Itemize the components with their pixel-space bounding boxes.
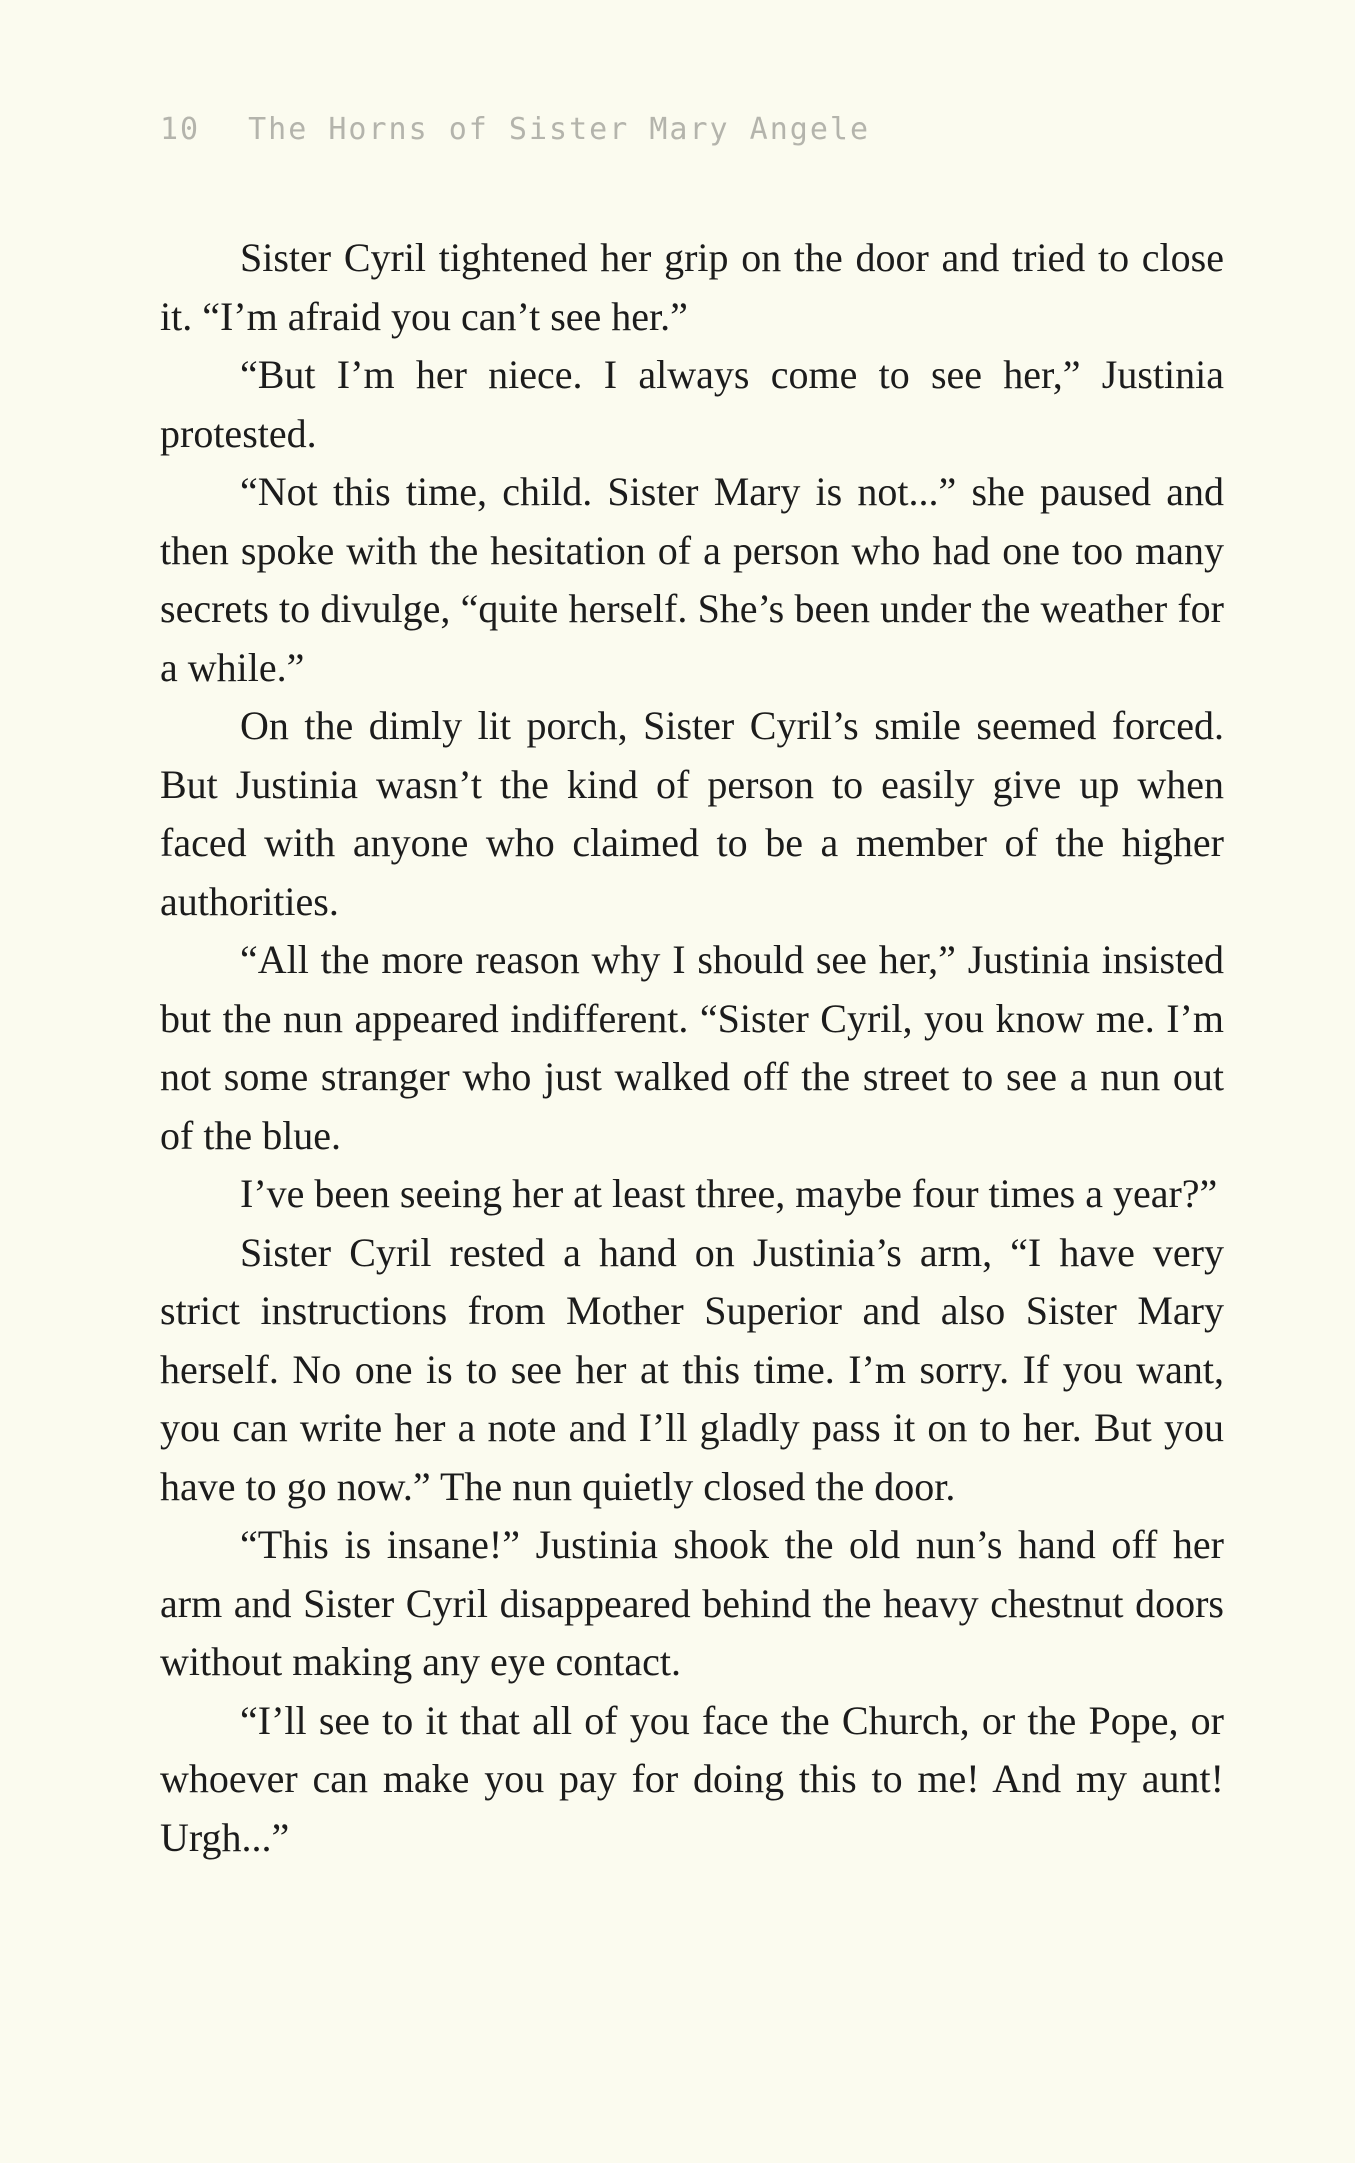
paragraph: “This is insane!” Justinia shook the old nun’s hand off her arm and Sister Cyril disappeared behind the heavy chestnut doors without making any eye contact.: [160, 1522, 1224, 1684]
running-head: [160, 112, 870, 147]
paragraph: Sister Cyril tightened her grip on the door and tried to close it. “I’m afraid you can’t see her.”: [160, 235, 1224, 339]
paragraph: “I’ll see to it that all of you face the Church, or the Pope, or whoever can make you pay for doing this to me! And my aunt! Urgh...”: [160, 1697, 1224, 1860]
paragraph: Sister Cyril rested a hand on Justinia’s arm, “I have very strict instructions from Mother Superior and also Sister Mary herself. No one is to see her at this time. I’m sorry. If you want, you can write her a note and I’ll gladly pass it on to her. But you have to go now.” The nun quietly closed the door.: [160, 1229, 1224, 1509]
paragraph: I’ve been seeing her at least three, maybe four times a year?”: [240, 1171, 1218, 1216]
book-title: The Horns of Sister Mary Angele: [248, 112, 871, 147]
page-number: 10: [160, 112, 201, 147]
body-text: [160, 229, 1224, 1867]
paragraph: On the dimly lit porch, Sister Cyril’s smile seemed forced. But Justinia wasn’t the kind of person to easily give up when faced with anyone who claimed to be a member of the higher authorities.: [160, 703, 1224, 924]
paragraph: “But I’m her niece. I always come to see her,” Justinia protested.: [160, 352, 1224, 456]
paragraph: “All the more reason why I should see her,” Justinia insisted but the nun appeared indifferent. “Sister Cyril, you know me. I’m not some stranger who just walked off the street to see a nun out of the blue.: [160, 937, 1224, 1158]
paragraph: “Not this time, child. Sister Mary is not...” she paused and then spoke with the hesitation of a person who had one too many secrets to divulge, “quite herself. She’s been under the weather for a while.”: [160, 469, 1224, 690]
